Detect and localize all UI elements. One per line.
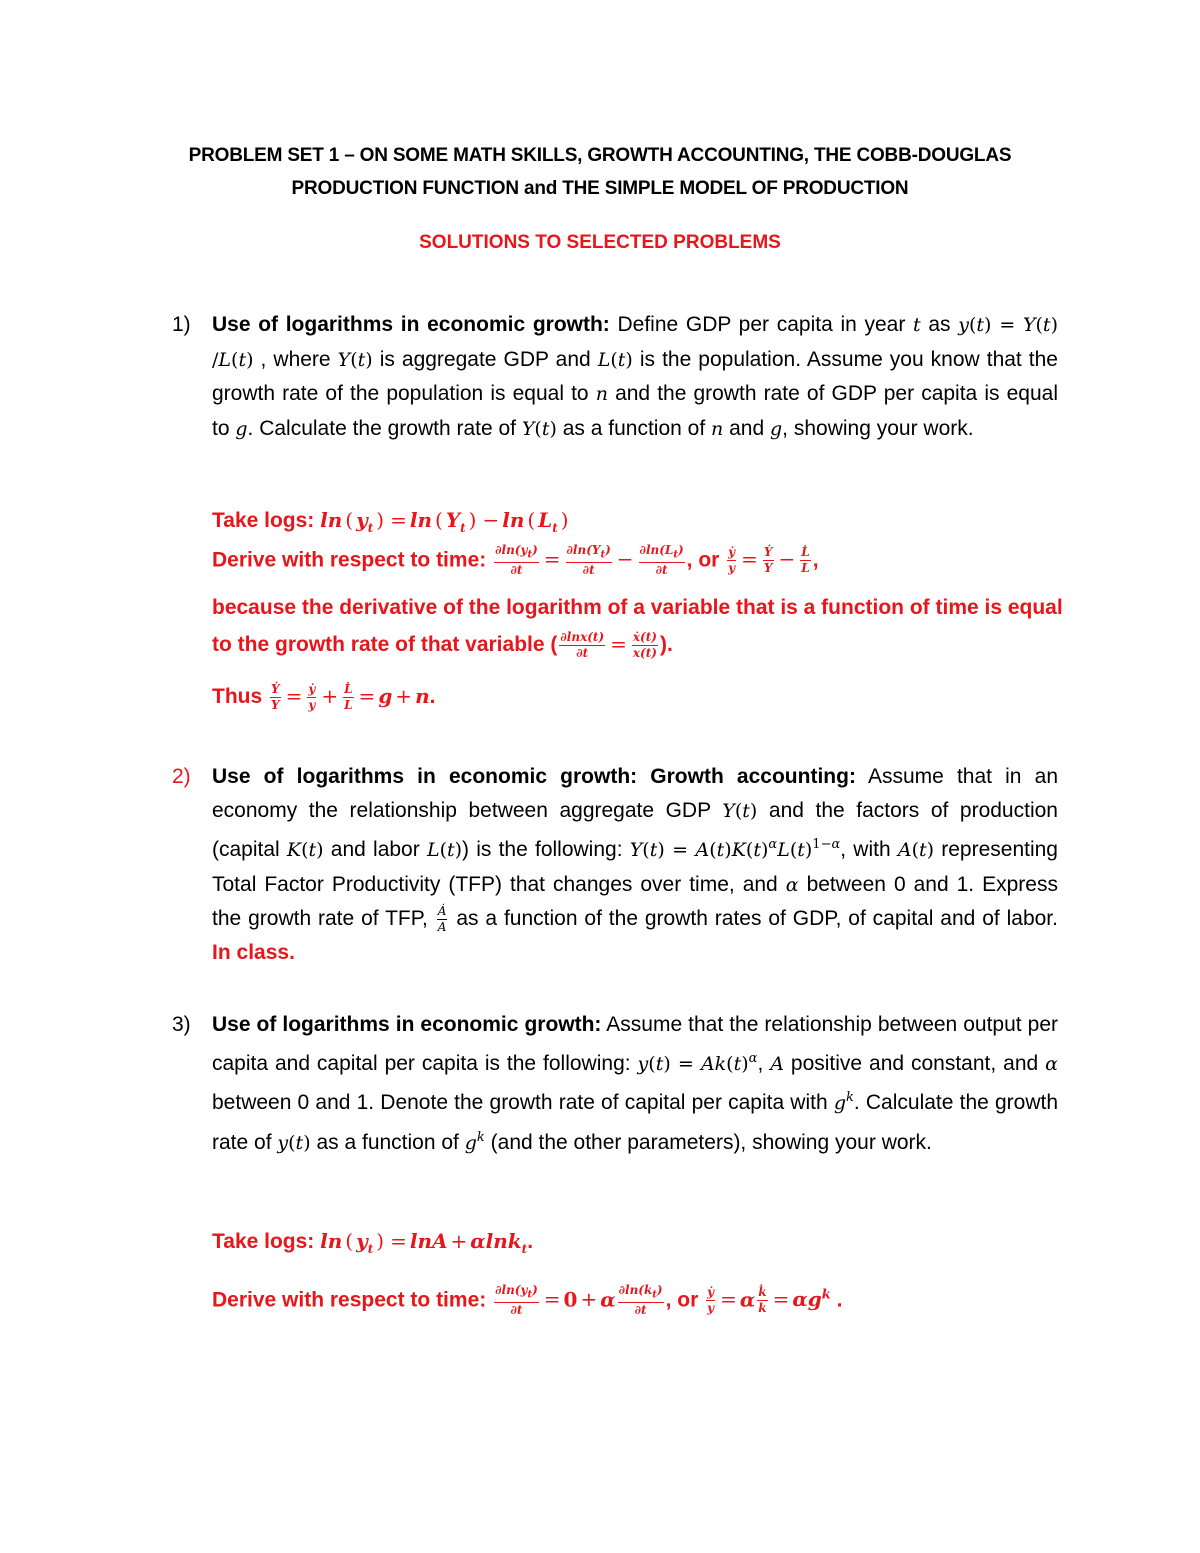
problem-2-number: 2): [172, 765, 191, 788]
problem-3-statement: Use of logarithms in economic growth: Assume that the relationship between output per capita and capital per capita is the following: $y(t) = Ak(t)^\alpha$, A positive and constant, and α between 0 and 1. Denote the growth rate of capital per capita with $g^k$. Calculate the growth rate of y(t) as a function of $g^k$ (and the other parameters), showing your work.: [212, 1013, 1058, 1154]
problem-2-statement: Use of logarithms in economic growth: Growth accounting: Assume that in an economy the relationship between aggregate GDP Y(t) and the factors of production (capital K(t) and labor L(t)) is the following: $Y(t) = A(t)K(t)^\alpha L(t)^{1-\alpha}$, with A(t) representing Total Factor Productivity (TFP) that changes over time, and α between 0 and 1. Express the growth rate of TFP, $\frac{Ȧ}{A}$ as a function of the growth rates of GDP, of capital and of labor. In class.: [212, 765, 1058, 964]
problem-1-growth-rate: to the growth rate of that variable ( $\frac{\partial\ln x(t)}{\partial t}$ = $\frac{\text{ẋ(t)}}{x(t)}$ ).: [212, 630, 673, 660]
problem-2-heading: Use of logarithms in economic growth: Growth accounting:: [212, 765, 856, 788]
problem-2-in-class: In: [212, 940, 231, 964]
page-title-line1: PROBLEM SET 1 – ON SOME MATH SKILLS, GROWTH ACCOUNTING, THE COBB-DOUGLAS: [188, 145, 1012, 166]
problem-3-derive: Derive with respect to time: $\frac{\partial\ln(y_t)}{\partial t}$ = 0 + α $\frac{\partial\ln(k_t)}{\partial t}$ , or $\frac{\text{ẏ}}{y}$ = α $\frac{k̇}{k}$ = $\alpha g^k$ .: [212, 1283, 843, 1318]
problem-1-heading: Use of logarithms in economic growth:: [212, 313, 610, 336]
problem-3-heading: Use of logarithms in economic growth:: [212, 1013, 602, 1036]
problem-1-take-logs: Take logs: ln ( $y_t$ ) = ln ( $Y_t$ ) − ln ( $L_t$ ): [212, 508, 569, 535]
problem-3-take-logs: Take logs: ln ( $y_t$ ) = lnA + αlnk$_t$.: [212, 1229, 534, 1256]
problem-1-derive: Derive with respect to time: $\frac{\partial\ln(y_t)}{\partial t}$ = $\frac{\partial\ln(Y_t)}{\partial t}$ − $\frac{\partial\ln(L_t)}{\partial t}$ , or $\frac{\text{ẏ}}{y}$ = $\frac{\text{Ẏ}}{Y}$ − $\frac{L̇}{L}$ ,: [212, 543, 819, 578]
problem-1-thus: Thus $\frac{\text{Ẏ}}{Y}$ = $\frac{\text{ẏ}}{y}$ + $\frac{L̇}{L}$ = g + n.: [212, 682, 436, 712]
problem-1-because: because the derivative of the logarithm of a variable that is a function of time is equal: [212, 596, 1063, 619]
problem-1-statement: Use of logarithms in economic growth: Define GDP per capita in year t as y(t) = Y(t) /L(t) , where Y(t) is aggregate GDP and L(t) is the population. Assume you know that the growth rate of the population is equal to n and the growth rate of GDP per capita is equal to g. Calculate the growth rate of Y(t) as a function of n and g, showing your work.: [212, 313, 1058, 440]
page-title-line2: PRODUCTION FUNCTION and THE SIMPLE MODEL OF PRODUCTION: [291, 178, 909, 199]
problem-1-number: 1): [172, 313, 191, 336]
problem-3-number: 3): [172, 1013, 191, 1036]
solutions-subtitle: SOLUTIONS TO SELECTED PROBLEMS: [419, 232, 781, 253]
